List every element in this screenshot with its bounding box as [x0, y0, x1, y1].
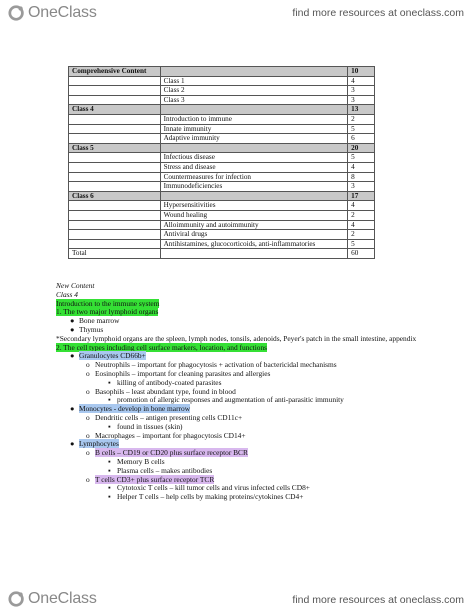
table-row: [69, 249, 375, 259]
table-row: [69, 230, 375, 240]
square-bullet-icon: ▪: [108, 377, 111, 387]
table-cell: Antihistamines, glucocorticoids, anti-inflammatories: [160, 239, 348, 249]
square-bullet-icon: ▪: [108, 492, 111, 502]
table-cell: 4: [348, 220, 375, 230]
square-bullet-icon: ▪: [108, 395, 111, 405]
list-item: ▪ found in tissues (skin): [108, 421, 183, 431]
table-cell: Countermeasures for infection: [160, 172, 348, 182]
table-cell: [69, 76, 161, 86]
table-cell: Wound healing: [160, 210, 348, 220]
table-cell: Adaptive immunity: [160, 134, 348, 144]
table-cell: 3: [348, 86, 375, 96]
square-bullet-icon: ▪: [108, 456, 111, 466]
table-cell: 5: [348, 153, 375, 163]
table-cell: 8: [348, 172, 375, 182]
bullet-icon: ●: [70, 439, 75, 449]
table-row: [69, 210, 375, 220]
list-item: o Basophils – least abundant type, found in blood: [86, 386, 236, 396]
section-1-heading: 1. The two major lymphoid organs: [56, 307, 159, 317]
table-cell: [69, 124, 161, 134]
list-item: o T cells CD3+ plus surface receptor TCR: [86, 474, 215, 484]
table-cell: [160, 191, 348, 201]
list-item: o Neutrophils – important for phagocytosis + activation of bactericidal mechanisms: [86, 360, 337, 370]
table-cell: 4: [348, 76, 375, 86]
table-cell: 6: [348, 134, 375, 144]
table-cell: [160, 105, 348, 115]
table-cell: [160, 143, 348, 153]
circle-bullet-icon: o: [86, 368, 90, 378]
table-row: [69, 124, 375, 134]
table-cell: 20: [348, 143, 375, 153]
table-row: [69, 134, 375, 144]
table-row: [69, 67, 375, 77]
table-cell: Antiviral drugs: [160, 230, 348, 240]
list-item: ▪ Memory B cells: [108, 456, 165, 466]
circle-bullet-icon: o: [86, 474, 90, 484]
bullet-icon: ●: [70, 351, 75, 361]
list-item: ▪ promotion of allergic responses and augmentation of anti-parasitic immunity: [108, 395, 344, 405]
table-cell: 17: [348, 191, 375, 201]
table-row: [69, 105, 375, 115]
table-row: [69, 153, 375, 163]
table-cell: Comprehensive Content: [69, 67, 161, 77]
table-cell: [69, 134, 161, 144]
table-cell: [69, 230, 161, 240]
bullet-icon: ●: [70, 324, 75, 334]
circle-bullet-icon: o: [86, 430, 90, 440]
table-row: [69, 182, 375, 192]
table-row: [69, 162, 375, 172]
table-cell: Total: [69, 249, 161, 259]
table-row: [69, 220, 375, 230]
footer-resources-link[interactable]: find more resources at oneclass.com: [292, 594, 464, 606]
intro-heading: Introduction to the immune system: [56, 298, 160, 308]
section-2-heading: 2. The cell types including cell surface markers, location, and functions: [56, 342, 268, 352]
bullet-icon: ●: [70, 316, 75, 326]
list-item: o Eosinophils – important for cleaning parasites and allergies: [86, 368, 271, 378]
table-cell: 60: [348, 249, 375, 259]
table-cell: Class 6: [69, 191, 161, 201]
table-cell: [69, 201, 161, 211]
table-cell: Class 1: [160, 76, 348, 86]
table-cell: [160, 249, 348, 259]
table-cell: [160, 67, 348, 77]
list-item: ● Lymphocytes: [70, 439, 119, 449]
table-cell: 2: [348, 230, 375, 240]
circle-bullet-icon: o: [86, 360, 90, 370]
list-item: ▪ killing of antibody-coated parasites: [108, 377, 222, 387]
brand-name: OneClass: [28, 4, 97, 21]
class-heading: Class 4: [56, 289, 78, 299]
table-cell: [69, 86, 161, 96]
square-bullet-icon: ▪: [108, 465, 111, 475]
list-item: o B cells – CD19 or CD20 plus surface receptor BCR: [86, 448, 248, 458]
list-item: o Macrophages – important for phagocytosis CD14+: [86, 430, 246, 440]
table-cell: [69, 153, 161, 163]
table-row: [69, 191, 375, 201]
table-cell: [69, 220, 161, 230]
table-cell: 4: [348, 162, 375, 172]
table-row: [69, 239, 375, 249]
circle-bullet-icon: o: [86, 448, 90, 458]
table-row: [69, 143, 375, 153]
table-cell: Innate immunity: [160, 124, 348, 134]
bullet-icon: ●: [70, 404, 75, 414]
table-row: [69, 114, 375, 124]
table-cell: [69, 239, 161, 249]
table-cell: [69, 172, 161, 182]
table-cell: Immunodeficiencies: [160, 182, 348, 192]
square-bullet-icon: ▪: [108, 483, 111, 493]
new-content-label: New Content: [56, 281, 95, 290]
table-cell: Class 5: [69, 143, 161, 153]
table-row: [69, 201, 375, 211]
oneclass-logo-icon: [8, 590, 26, 608]
lecture-notes: [56, 282, 456, 502]
table-cell: 10: [348, 67, 375, 77]
circle-bullet-icon: o: [86, 386, 90, 396]
table-cell: Stress and disease: [160, 162, 348, 172]
table-cell: 2: [348, 114, 375, 124]
table-row: [69, 76, 375, 86]
content-table: [68, 66, 375, 259]
table-cell: Infectious disease: [160, 153, 348, 163]
table-cell: Class 2: [160, 86, 348, 96]
list-item: ▪ Cytotoxic T cells – kill tumor cells and virus infected cells CD8+: [108, 483, 310, 493]
table-cell: Hypersensitivities: [160, 201, 348, 211]
table-cell: [69, 95, 161, 105]
table-cell: Introduction to immune: [160, 114, 348, 124]
footer-brand-logo[interactable]: [8, 590, 97, 608]
table-cell: 5: [348, 239, 375, 249]
table-row: [69, 172, 375, 182]
table-cell: 4: [348, 201, 375, 211]
list-item: ▪ Plasma cells – makes antibodies: [108, 465, 213, 475]
table-cell: Alloimmunity and autoimmunity: [160, 220, 348, 230]
table-cell: Class 4: [69, 105, 161, 115]
table-cell: [69, 210, 161, 220]
square-bullet-icon: ▪: [108, 421, 111, 431]
list-item: ● Thymus: [70, 324, 104, 334]
table-row: [69, 86, 375, 96]
table-cell: 3: [348, 95, 375, 105]
table-cell: [69, 114, 161, 124]
oneclass-logo-icon: [8, 4, 26, 22]
table-cell: 5: [348, 124, 375, 134]
table-cell: Class 3: [160, 95, 348, 105]
table-cell: [69, 182, 161, 192]
resources-link[interactable]: find more resources at oneclass.com: [292, 7, 464, 19]
table-cell: [69, 162, 161, 172]
table-cell: 3: [348, 182, 375, 192]
circle-bullet-icon: o: [86, 412, 90, 422]
list-item: ● Monocytes - develop in bone marrow: [70, 404, 191, 414]
secondary-organs-note: *Secondary lymphoid organs are the spleen, lymph nodes, tonsils, adenoids, Peyer's patch in the small intestine, appendix: [56, 333, 417, 343]
table-cell: 13: [348, 105, 375, 115]
table-cell: 2: [348, 210, 375, 220]
brand-name: OneClass: [28, 590, 97, 607]
list-item: ▪ Helper T cells – help cells by making proteins/cytokines CD4+: [108, 492, 304, 502]
list-item: ● Bone marrow: [70, 316, 120, 326]
list-item: ● Granulocytes CD66b+: [70, 351, 146, 361]
page-header: [0, 0, 474, 26]
brand-logo[interactable]: [8, 4, 97, 22]
list-item: o Dendritic cells – antigen presenting cells CD11c+: [86, 412, 243, 422]
table-row: [69, 95, 375, 105]
